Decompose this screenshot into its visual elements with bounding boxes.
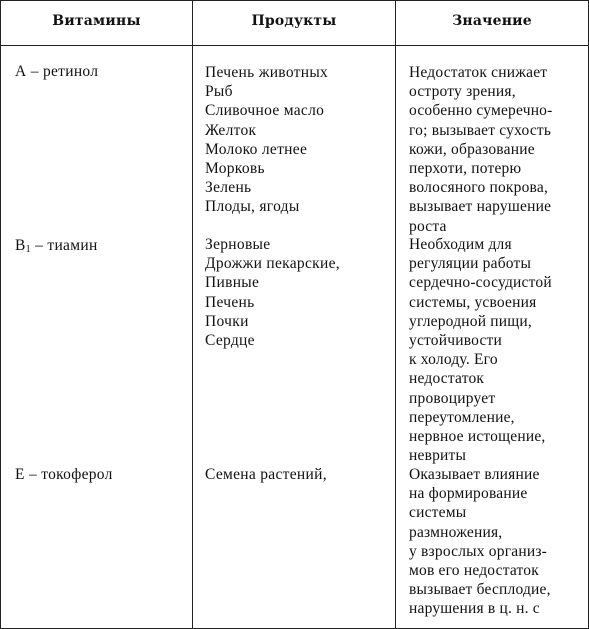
meaning-line: системы, усвоения <box>409 293 537 311</box>
product-item: Зерновые <box>205 236 271 253</box>
meaning-cell-a <box>409 63 579 236</box>
meaning-line: у взрослых организ- <box>409 542 548 560</box>
product-item: Семена растений, <box>205 466 327 483</box>
meaning-line: кожи, образование <box>409 140 535 158</box>
meaning-line: нарушения в ц. н. с <box>409 600 540 618</box>
vitamin-name: тиамин <box>47 237 98 254</box>
vitamin-dash: – <box>35 237 44 254</box>
products-cell-b1 <box>205 235 395 350</box>
meaning-line: вызывает нарушение <box>409 198 552 216</box>
meaning-line: к холоду. Его <box>409 351 498 369</box>
meaning-line: Недостаток снижает <box>409 64 548 81</box>
meaning-line: Оказывает влияние <box>409 466 540 483</box>
table-header-row <box>1 1 588 46</box>
meaning-line: волосяного покрова, <box>409 179 549 197</box>
meaning-line: Необходим для <box>409 236 512 253</box>
meaning-line: размножения, <box>409 523 503 541</box>
column-divider-2 <box>395 1 396 628</box>
product-item: Желток <box>205 121 257 139</box>
vitamin-cell-e <box>15 465 191 484</box>
meaning-line: на формирование <box>409 485 528 503</box>
product-item: Молоко летнее <box>205 140 308 158</box>
meaning-line: остроту зрения, <box>409 83 516 101</box>
product-item: Сердце <box>205 332 255 350</box>
column-divider-1 <box>192 1 193 628</box>
product-item: Печень животных <box>205 64 329 81</box>
header-products: Продукты <box>251 13 337 29</box>
meaning-line: мов его недостаток <box>409 562 539 580</box>
product-item: Дрожжи пекарские, <box>205 255 340 273</box>
vitamin-dash: – <box>28 466 38 483</box>
meaning-line: системы <box>409 504 467 522</box>
vitamin-subscript: 1 <box>25 244 31 255</box>
vitamin-letter: А <box>15 63 27 80</box>
product-item: Плоды, ягоды <box>205 198 300 216</box>
product-item: Почки <box>205 312 249 330</box>
vitamin-cell-a <box>15 62 191 81</box>
meaning-line: недостаток <box>409 370 485 388</box>
meaning-line: углеродной пищи, <box>409 312 532 330</box>
product-item: Зелень <box>205 179 252 197</box>
vitamin-dash: – <box>30 63 39 80</box>
meaning-line: сердечно-сосудистой <box>409 274 552 292</box>
meaning-line: провоцирует <box>409 389 496 407</box>
meaning-line: перхоти, потерю <box>409 160 522 178</box>
product-item: Морковь <box>205 160 265 178</box>
meaning-line: роста <box>409 217 447 235</box>
meaning-cell-b1 <box>409 235 579 465</box>
meaning-line: го; вызывает сухость <box>409 121 552 139</box>
products-cell-a <box>205 63 395 217</box>
meaning-line: вызывает бесплодие, <box>409 581 551 599</box>
vitamin-cell-b1 <box>15 236 191 259</box>
meaning-line: невриты <box>409 447 467 465</box>
vitamin-letter: В <box>15 237 26 254</box>
vitamin-name: ретинол <box>42 63 99 80</box>
meaning-line: нервное истощение, <box>409 428 546 446</box>
meaning-cell-e <box>409 465 579 619</box>
meaning-line: переутомление, <box>409 408 515 426</box>
product-item: Сливочное масло <box>205 102 325 120</box>
product-item: Печень <box>205 293 255 311</box>
header-vitamins: Витамины <box>52 13 141 29</box>
vitamin-name: токоферол <box>41 466 113 483</box>
products-cell-e <box>205 465 395 484</box>
header-meaning: Значение <box>452 13 532 29</box>
product-item: Пивные <box>205 274 260 292</box>
meaning-line: устойчивости <box>409 332 503 350</box>
meaning-line: особенно сумеречно- <box>409 102 553 120</box>
meaning-line: регуляции работы <box>409 255 532 273</box>
product-item: Рыб <box>205 83 233 101</box>
vitamin-letter: Е <box>15 466 25 483</box>
